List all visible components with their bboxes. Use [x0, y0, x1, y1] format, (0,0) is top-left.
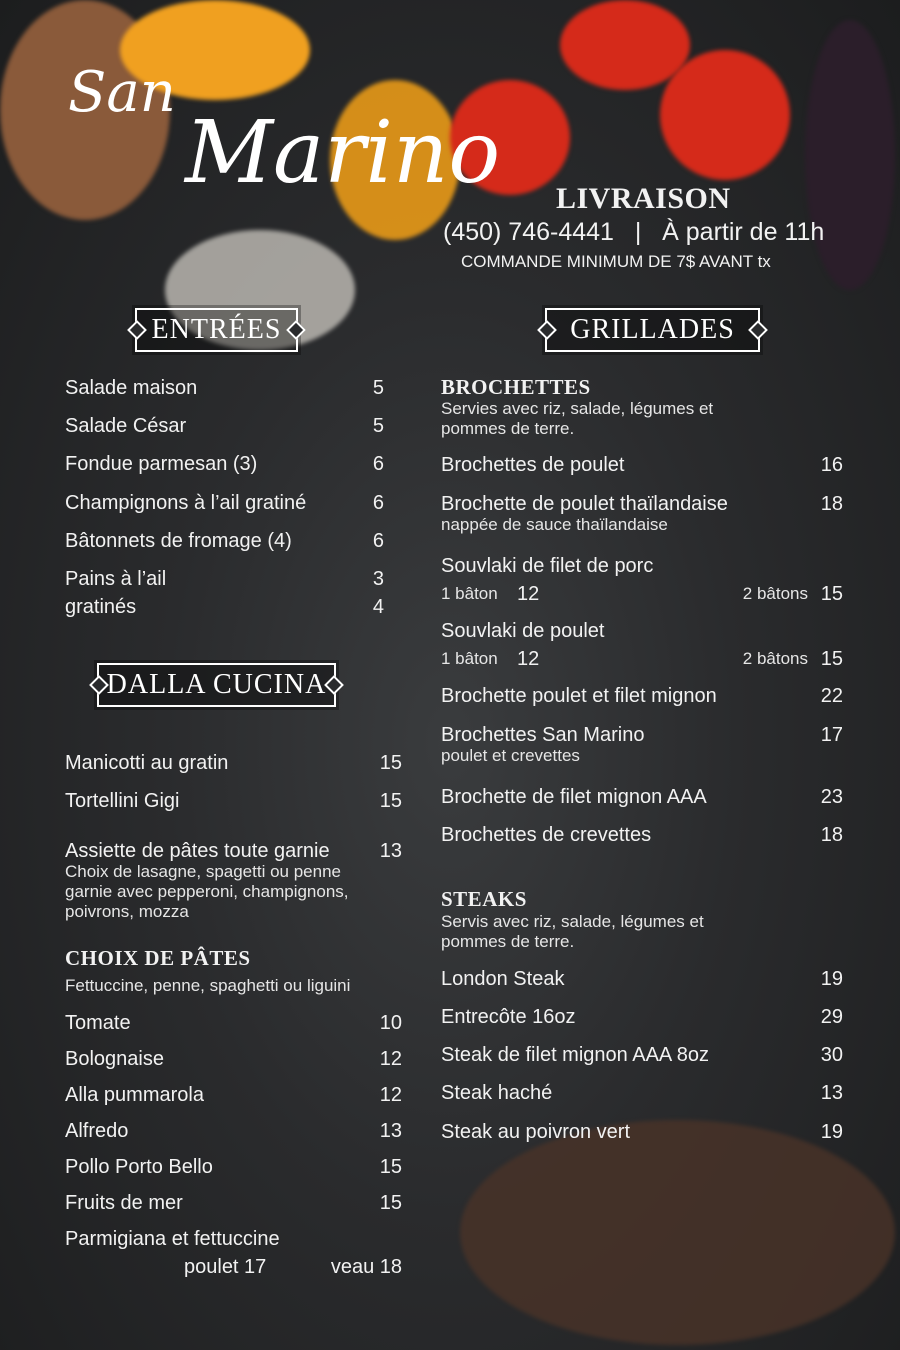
menu-item-description: garnie avec pepperoni, champignons, [65, 882, 349, 901]
section-banner-entrees: ENTRÉES [135, 308, 298, 352]
subsection-description: Servis avec riz, salade, légumes et [441, 912, 704, 931]
menu-item-name: Alla pummarola [65, 1084, 204, 1106]
option-label: 2 bâtons [742, 649, 808, 668]
menu-item-name: Alfredo [65, 1120, 129, 1142]
subsection-heading: CHOIX DE PÂTES [65, 946, 251, 970]
menu-item-price: 13 [820, 1082, 843, 1104]
delivery-minimum: COMMANDE MINIMUM DE 7$ AVANT tx [461, 252, 771, 271]
menu-item-name: Pains à l’ail [65, 568, 167, 590]
option-label: 2 bâtons [742, 584, 808, 603]
menu-item-name: Souvlaki de filet de porc [441, 555, 654, 577]
menu-item-price: 18 [820, 824, 843, 846]
menu-item-price: 5 [372, 377, 384, 399]
menu-item-description: poivrons, mozza [65, 902, 189, 921]
menu-item-price: 15 [379, 1156, 402, 1178]
menu-item-name: Entrecôte 16oz [441, 1006, 576, 1028]
subsection-description: Servies avec riz, salade, légumes et [441, 399, 714, 418]
menu-item-description: nappée de sauce thaïlandaise [441, 515, 668, 534]
menu-item-price: 10 [379, 1012, 402, 1034]
menu-item-name: Steak de filet mignon AAA 8oz [441, 1044, 709, 1066]
menu-item-price: 30 [820, 1044, 843, 1066]
menu-item-name: Tortellini Gigi [65, 790, 180, 812]
option-label: 1 bâton [441, 584, 498, 603]
menu-item-option: poulet 17 [184, 1256, 267, 1278]
subsection-heading: STEAKS [441, 887, 527, 911]
menu-item-name: Fondue parmesan (3) [65, 453, 258, 475]
menu-item-name: Brochettes de crevettes [441, 824, 652, 846]
option-price: 15 [820, 648, 843, 670]
delivery-phone[interactable] [443, 220, 824, 245]
menu-item-name: Salade César [65, 415, 187, 437]
menu-item-price: 15 [379, 790, 402, 812]
menu-item-price: 5 [372, 415, 384, 437]
steak-image [460, 1120, 895, 1345]
section-banner-cucina: DALLA CUCINA [97, 663, 336, 707]
menu-item-name: Brochette poulet et filet mignon [441, 685, 717, 707]
menu-item-option: veau 18 [330, 1256, 402, 1278]
separator: | [634, 218, 642, 246]
phone-number[interactable]: (450) 746-4441 [443, 218, 614, 246]
menu-item-price: 16 [820, 454, 843, 476]
menu-item-name: Fruits de mer [65, 1192, 183, 1214]
tomato-image [660, 50, 790, 180]
menu-item-name: Brochette de filet mignon AAA [441, 786, 707, 808]
logo-marino: Marino [185, 103, 501, 203]
menu-item-name: Brochettes de poulet [441, 454, 625, 476]
menu-item-price: 17 [820, 724, 843, 746]
menu-item-price: 15 [379, 752, 402, 774]
subsection-description: Fettuccine, penne, spaghetti ou liguini [65, 976, 351, 995]
menu-item-description: poulet et crevettes [441, 746, 580, 765]
option-price: 12 [517, 648, 540, 670]
subsection-description: pommes de terre. [441, 932, 575, 951]
menu-item-name: Steak au poivron vert [441, 1121, 630, 1143]
menu-item-name: Salade maison [65, 377, 198, 399]
menu-item-price: 13 [379, 840, 402, 862]
menu-item-name: Bolognaise [65, 1048, 164, 1070]
menu-item-price: 4 [372, 596, 384, 618]
delivery-title: LIVRAISON [556, 182, 731, 215]
eggplant-image [805, 20, 895, 290]
subsection-description: pommes de terre. [441, 419, 575, 438]
menu-item-price: 6 [372, 453, 384, 475]
menu-item-price: 29 [820, 1006, 843, 1028]
menu-item-price: 6 [372, 492, 384, 514]
menu-item-name: Tomate [65, 1012, 131, 1034]
menu-item-price: 6 [372, 530, 384, 552]
menu-item-name: London Steak [441, 968, 565, 990]
menu-item-name: Manicotti au gratin [65, 752, 229, 774]
menu-item-name: Brochettes San Marino [441, 724, 645, 746]
menu-item-price: 12 [379, 1084, 402, 1106]
menu-item-name: Souvlaki de poulet [441, 620, 605, 642]
delivery-hours: À partir de 11h [662, 218, 825, 246]
tomato-image [560, 0, 690, 90]
menu-item-name: gratinés [65, 596, 137, 618]
menu-item-name: Steak haché [441, 1082, 553, 1104]
menu-item-name: Parmigiana et fettuccine [65, 1228, 280, 1250]
option-price: 12 [517, 583, 540, 605]
menu-item-price: 23 [820, 786, 843, 808]
subsection-heading: BROCHETTES [441, 375, 591, 399]
option-price: 15 [820, 583, 843, 605]
menu-item-name: Brochette de poulet thaïlandaise [441, 493, 728, 515]
menu-item-price: 19 [820, 968, 843, 990]
logo-san: San [68, 60, 176, 125]
menu-item-name: Pollo Porto Bello [65, 1156, 213, 1178]
section-banner-grillades: GRILLADES [545, 308, 760, 352]
menu-item-name: Champignons à l’ail gratiné [65, 492, 307, 514]
menu-item-price: 13 [379, 1120, 402, 1142]
option-label: 1 bâton [441, 649, 498, 668]
menu-item-name: Assiette de pâtes toute garnie [65, 840, 330, 862]
menu-item-price: 12 [379, 1048, 402, 1070]
menu-item-name: Bâtonnets de fromage (4) [65, 530, 292, 552]
menu-item-price: 19 [820, 1121, 843, 1143]
menu-item-description: Choix de lasagne, spagetti ou penne [65, 862, 341, 881]
menu-item-price: 22 [820, 685, 843, 707]
menu-item-price: 18 [820, 493, 843, 515]
menu-item-price: 15 [379, 1192, 402, 1214]
menu-item-price: 3 [372, 568, 384, 590]
